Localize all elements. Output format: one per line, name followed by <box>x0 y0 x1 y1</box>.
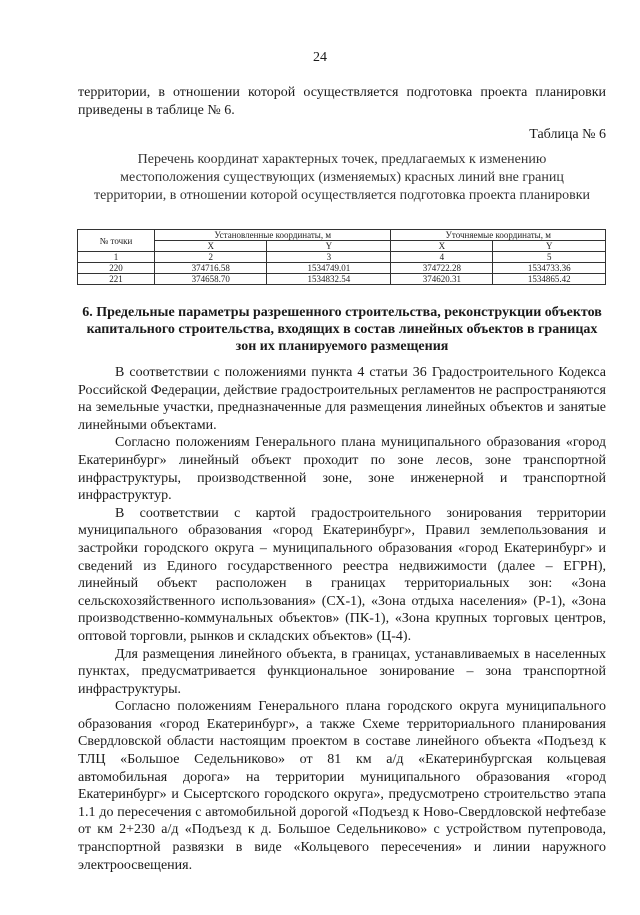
table-cell: 374658.70 <box>155 274 267 285</box>
table-header-row <box>78 230 606 241</box>
table-cell: 374716.58 <box>155 263 267 274</box>
table-subheader-row <box>78 241 606 252</box>
intro-text: территории, в отношении которой осуществляется подготовка проекта планировки приведены в таблице № 6. <box>78 85 606 118</box>
column-number: 5 <box>493 252 606 263</box>
table-row <box>78 274 606 285</box>
header-established-coords: Установленные координаты, м <box>155 230 391 241</box>
table-column-numbers-row <box>78 252 606 263</box>
body-paragraph: В соответствии с положениями пункта 4 статьи 36 Градостроительного Кодекса Российской Федерации, действие градостроительных регламентов не распространяются на земельные участки, предназначенные для размещения линейных объектов и занятые линейными объектами. <box>78 365 606 433</box>
column-number: 3 <box>267 252 391 263</box>
subheader-x-established: X <box>155 241 267 252</box>
column-number: 1 <box>78 252 155 263</box>
table-caption: Перечень координат характерных точек, предлагаемых к изменению местоположения существующих (изменяемых) красных линий вне границ территории, в отношении которой осуществляется подготовка проекта планировки <box>94 152 590 203</box>
table-label: Таблица № 6 <box>529 127 606 142</box>
page-number: 24 <box>313 50 327 65</box>
header-point-number: № точки <box>78 230 155 252</box>
body-paragraph: Согласно положениям Генерального плана муниципального образования «город Екатеринбург» линейный объект проходит по зоне лесов, зоне транспортной инфраструктуры, производственной зоне, зоне инженерной и транспортной инфраструктур. <box>78 435 606 504</box>
column-number: 4 <box>391 252 493 263</box>
subheader-y-refined: Y <box>493 241 606 252</box>
coordinates-table <box>77 229 606 285</box>
table-cell: 1534733.36 <box>493 263 606 274</box>
subheader-x-refined: X <box>391 241 493 252</box>
table-cell: 1534865.42 <box>493 274 606 285</box>
table-row <box>78 263 606 274</box>
body-paragraph: Согласно положениям Генерального плана городского округа муниципального образования «город Екатеринбург», а также Схеме территориального планирования Свердловской области настоящим проектом в составе линейного объекта «Подъезд к ТЛЦ «Большое Седельниково» от 81 км а/д «Екатеринбургская кольцевая автомобильная дорога» на территории муниципального образования «город Екатеринбург» и Сысертского городского округа», предусмотрено строительство этапа 1.1 до пересечения с автомобильной дорогой «Подъезд к Ново-Свердловской нефтебазе от км 2+230 а/д «Подъезд к д. Большое Седельниково» с устройством путепровода, транспортной развязки в виде «Кольцевого пересечения» и линии наружного электроосвещения. <box>78 699 606 873</box>
header-refined-coords: Уточняемые координаты, м <box>391 230 606 241</box>
subheader-y-established: Y <box>267 241 391 252</box>
table-cell: 374620.31 <box>391 274 493 285</box>
point-number-cell: 221 <box>78 274 155 285</box>
table-cell: 1534749.01 <box>267 263 391 274</box>
column-number: 2 <box>155 252 267 263</box>
section-body <box>78 364 606 874</box>
body-paragraph: Для размещения линейного объекта, в границах, устанавливаемых в населенных пунктах, предусматривается функциональное зонирование – зона транспортной инфраструктуры. <box>78 646 606 697</box>
section-heading: 6. Предельные параметры разрешенного строительства, реконструкции объектов капитального строительства, входящих в состав линейных объектов в границах зон их планируемого размещения <box>82 305 602 354</box>
table-cell: 374722.28 <box>391 263 493 274</box>
point-number-cell: 220 <box>78 263 155 274</box>
table-cell: 1534832.54 <box>267 274 391 285</box>
body-paragraph: В соответствии с картой градостроительного зонирования территории муниципального образования «город Екатеринбург», Правил землепользования и застройки городского округа – муниципального образования «город Екатеринбург» и сведений из Единого государственного реестра недвижимости (далее – ЕГРН), линейный объект расположен в границах территориальных зон: «Зона сельскохозяйственного использования» (СХ-1), «Зона отдыха населения» (Р-1), «Зона производственно-коммунальных объектов» (ПК-1), «Зона крупных торговых центров, оптовой торговли, рынков и складских объектов» (Ц-4). <box>78 505 606 644</box>
